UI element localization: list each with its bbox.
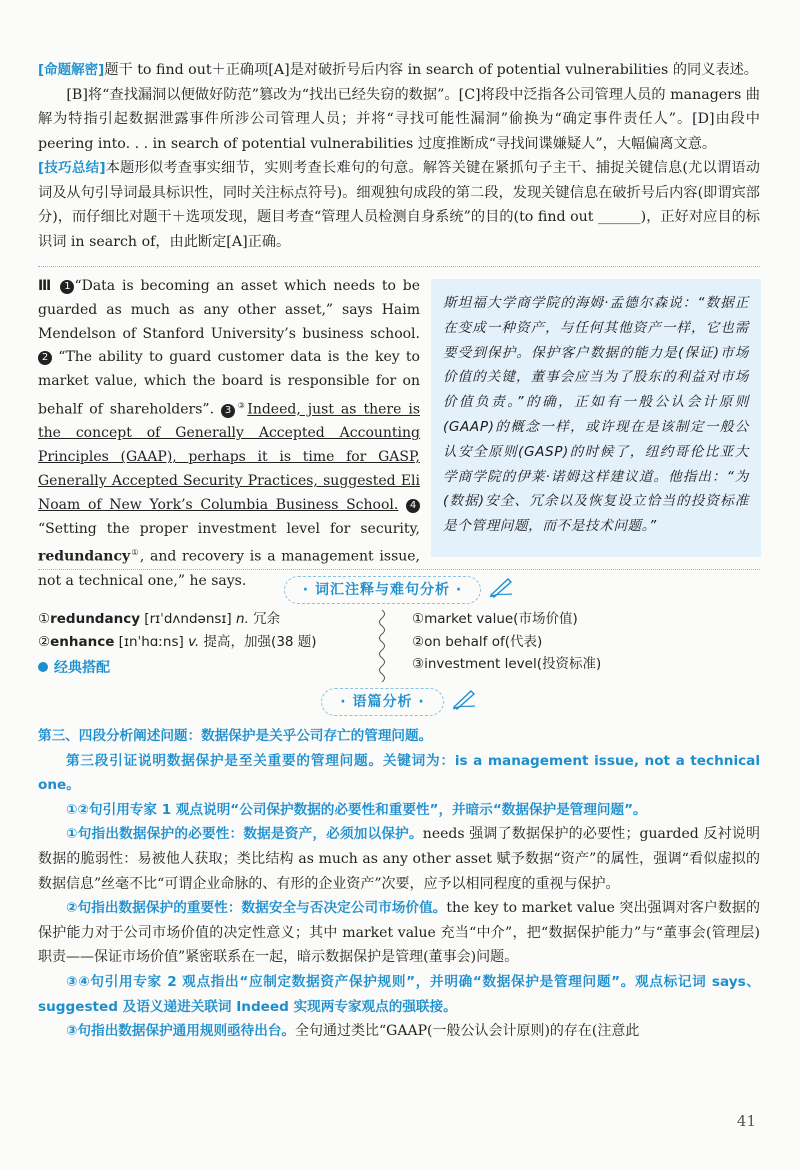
analysis-line-6 (38, 970, 760, 1019)
vocab-notes (38, 608, 760, 686)
analysis-line-2 (38, 749, 760, 798)
tag-technique-summary: [技巧总结] (38, 160, 106, 176)
analysis-text-3: 全句通过类比“GAAP(一般公认会计原则)的存在(注意此 (295, 1023, 640, 1040)
paragraph-number: Ⅲ (38, 278, 54, 294)
passage-section (38, 275, 760, 589)
page-content (38, 58, 760, 1044)
vocab-def: 提高，加强(38 题) (203, 633, 317, 650)
wavy-divider (376, 608, 388, 684)
sentence-4-part-2: , and recovery is a management issue, not a technical one,” he says. (38, 549, 420, 589)
vocab-word: redundancy (50, 611, 140, 627)
vocab-banner (38, 576, 760, 608)
analysis-heading-3: ①②句引用专家 1 观点说明“公司保护数据的必要性和重要性”，并暗示“数据保护是管理问题”。 (66, 801, 647, 818)
vocab-item-1 (38, 608, 317, 631)
analysis-subheading-1: ①句指出数据保护的必要性：数据是资产，必须加以保护。 (66, 826, 423, 843)
discourse-banner (38, 688, 760, 720)
collocation-item: ①market value(市场价值) (412, 611, 578, 627)
analysis-subheading-2: ②句指出数据保护的重要性：数据安全与否决定公司市场价值。 (66, 900, 447, 917)
chinese-translation: 斯坦福大学商学院的海姆·孟德尔森说：“数据正在变成一种资产，与任何其他资产一样，它也需要受到保护。保护客户数据的能力是(保证)市场价值的关键，董事会应当为了股东的利益对市场价值负责。”的确，正如有一般公认会计原则(GAAP)的概念一样，或许现在是该制定一般公认安全原则(GASP)的时候了，纽约哥伦比亚大学商学院的伊莱·诺姆这样建议道。他指出：“为(数据)安全、冗余以及恢复设立恰当的投资标准是个管理问题，而不是技术问题。” (443, 295, 749, 535)
vocab-num: ② (38, 633, 51, 650)
vocab-phonetic: [ɪnˈhɑːns] (118, 633, 184, 650)
analysis-heading-2: 第三段引证说明数据保护是至关重要的管理问题。关键词为：is a management issue, not a technical one。 (38, 752, 760, 794)
analysis-heading-1: 第三、四段分析阐述问题：数据保护是关乎公司存亡的管理问题。 (38, 728, 433, 744)
vocab-pos: v. (188, 633, 200, 650)
collocation-item: ②on behalf of(代表) (412, 633, 543, 650)
english-passage (38, 275, 420, 594)
classic-collocations-label: 经典搭配 (54, 660, 110, 676)
analysis-line-7 (38, 1019, 760, 1044)
analysis-text-1: needs 强调了数据保护的必要性；guarded 反衬说明数据的脆弱性：易被他人获取；类比结构 as much as any other asset 赋予数据“资产”的属性，强调“看似虚拟的数据信息”丝毫不比“可谓企业命脉的、有形的企业资产”次要，应予以相同程度的重视与保护。 (38, 826, 761, 892)
analysis-line-1 (38, 724, 760, 749)
analysis-text-2: the key to market value 突出强调对客户数据的保护能力对于公司市场价值的决定性意义；其中 market value 充当“中介”，把“数据保护能力”与“董事会(管理层)职责——保证市场价值”紧密联系在一起，暗示数据保护是管理(董事会)问题。 (38, 900, 760, 966)
pen-icon (451, 688, 477, 710)
analysis-line-3 (38, 798, 760, 823)
vocab-word: enhance (50, 633, 115, 650)
vocab-pos: n. (236, 611, 249, 627)
vocab-item-2 (38, 631, 317, 654)
classic-collocations (38, 657, 317, 680)
collocation-item: ③investment level(投资标准) (412, 656, 602, 672)
sentence-2: “The ability to guard customer data is the key to market value, which the board is responsible for on behalf of shareholders”. (38, 349, 420, 418)
vocab-left-list (38, 608, 317, 680)
explanation-paragraph-3 (38, 156, 760, 254)
pen-icon (488, 576, 514, 598)
tag-proposition-decode: [命题解密] (38, 62, 105, 78)
explanation-paragraph-1 (38, 58, 760, 83)
vocab-phonetic: [rɪˈdʌndənsɪ] (144, 611, 232, 627)
vocab-num: ① (38, 611, 51, 627)
sentence-4-part-1: “Setting the proper investment level for security, (38, 520, 420, 537)
sentence-1: “Data is becoming an asset which needs to be guarded as much as any other asset,” says Haim Mendelson of Stanford University’s business school. (38, 278, 420, 342)
vocab-banner-label: · 词汇注释与难句分析 · (284, 576, 481, 604)
page-number: 41 (736, 1112, 756, 1130)
analysis-subheading-3: ③句指出数据保护通用规则亟待出台。 (66, 1023, 296, 1040)
sentence-badge-2: 2 (38, 351, 52, 365)
explanation-paragraph-2: [B]将“查找漏洞以便做好防范”篡改为“找出已经失窃的数据”。[C]将段中泛指各公司管理人员的 managers 曲解为特指引起数据泄露事件所涉公司管理人员；并将“寻找可能性漏洞”偷换为“确定事件责任人”。[D]由段中 peering into. . . in search of potential vulnerabilities 过度推断成“寻找间谍嫌疑人”，大幅偏离文意。 (38, 86, 760, 152)
sentence-3-marker: ③ (235, 400, 248, 410)
sentence-badge-1: 1 (60, 280, 74, 294)
sentence-badge-4: 4 (406, 499, 420, 513)
discourse-analysis (38, 724, 760, 1044)
explanation-text-3: 本题形似考查事实细节，实则考查长难句的句意。解答关键在紧抓句子主干、捕捉关键信息(尤以谓语动词及从句引导词最具标识性，同时关注标点符号)。细观独句成段的第二段，发现关键信息在破折号后内容(即谓宾部分)，而仔细比对题干＋选项发现，题目考查“管理人员检测自身系统”的目的(to find out ______)，正好对应目的标识词 in search of，由此断定[A]正确。 (38, 160, 760, 250)
analysis-heading-4: ③④句引用专家 2 观点指出“应制定数据资产保护规则”，并明确“数据保护是管理问题”。观点标记词 says、suggested 及语义递进关联词 Indeed 实现两专家观点的强联接。 (38, 973, 760, 1015)
sentence-badge-3: 3 (221, 404, 235, 418)
sentence-3-underlined: Indeed, just as there is the concept of Generally Accepted Accounting Principles (GAAP), perhaps it is time for GASP, Generally Accepted Security Practices, suggested Eli Noam of New York’s Columbia Business School. (38, 401, 421, 513)
keyword-marker: ① (130, 548, 140, 558)
bullet-dot-icon (38, 662, 48, 672)
vocab-def: 冗余 (253, 611, 281, 627)
chinese-translation-box (431, 279, 761, 557)
analysis-line-5 (38, 896, 760, 970)
section-divider (38, 266, 760, 267)
keyword-redundancy: redundancy (38, 549, 131, 566)
collocation-list (412, 608, 601, 676)
discourse-banner-label: · 语篇分析 · (321, 688, 443, 716)
analysis-line-4 (38, 822, 760, 896)
explanation-text-1: 题干 to find out＋正确项[A]是对破折号后内容 in search of potential vulnerabilities 的同义表述。 (104, 62, 758, 78)
